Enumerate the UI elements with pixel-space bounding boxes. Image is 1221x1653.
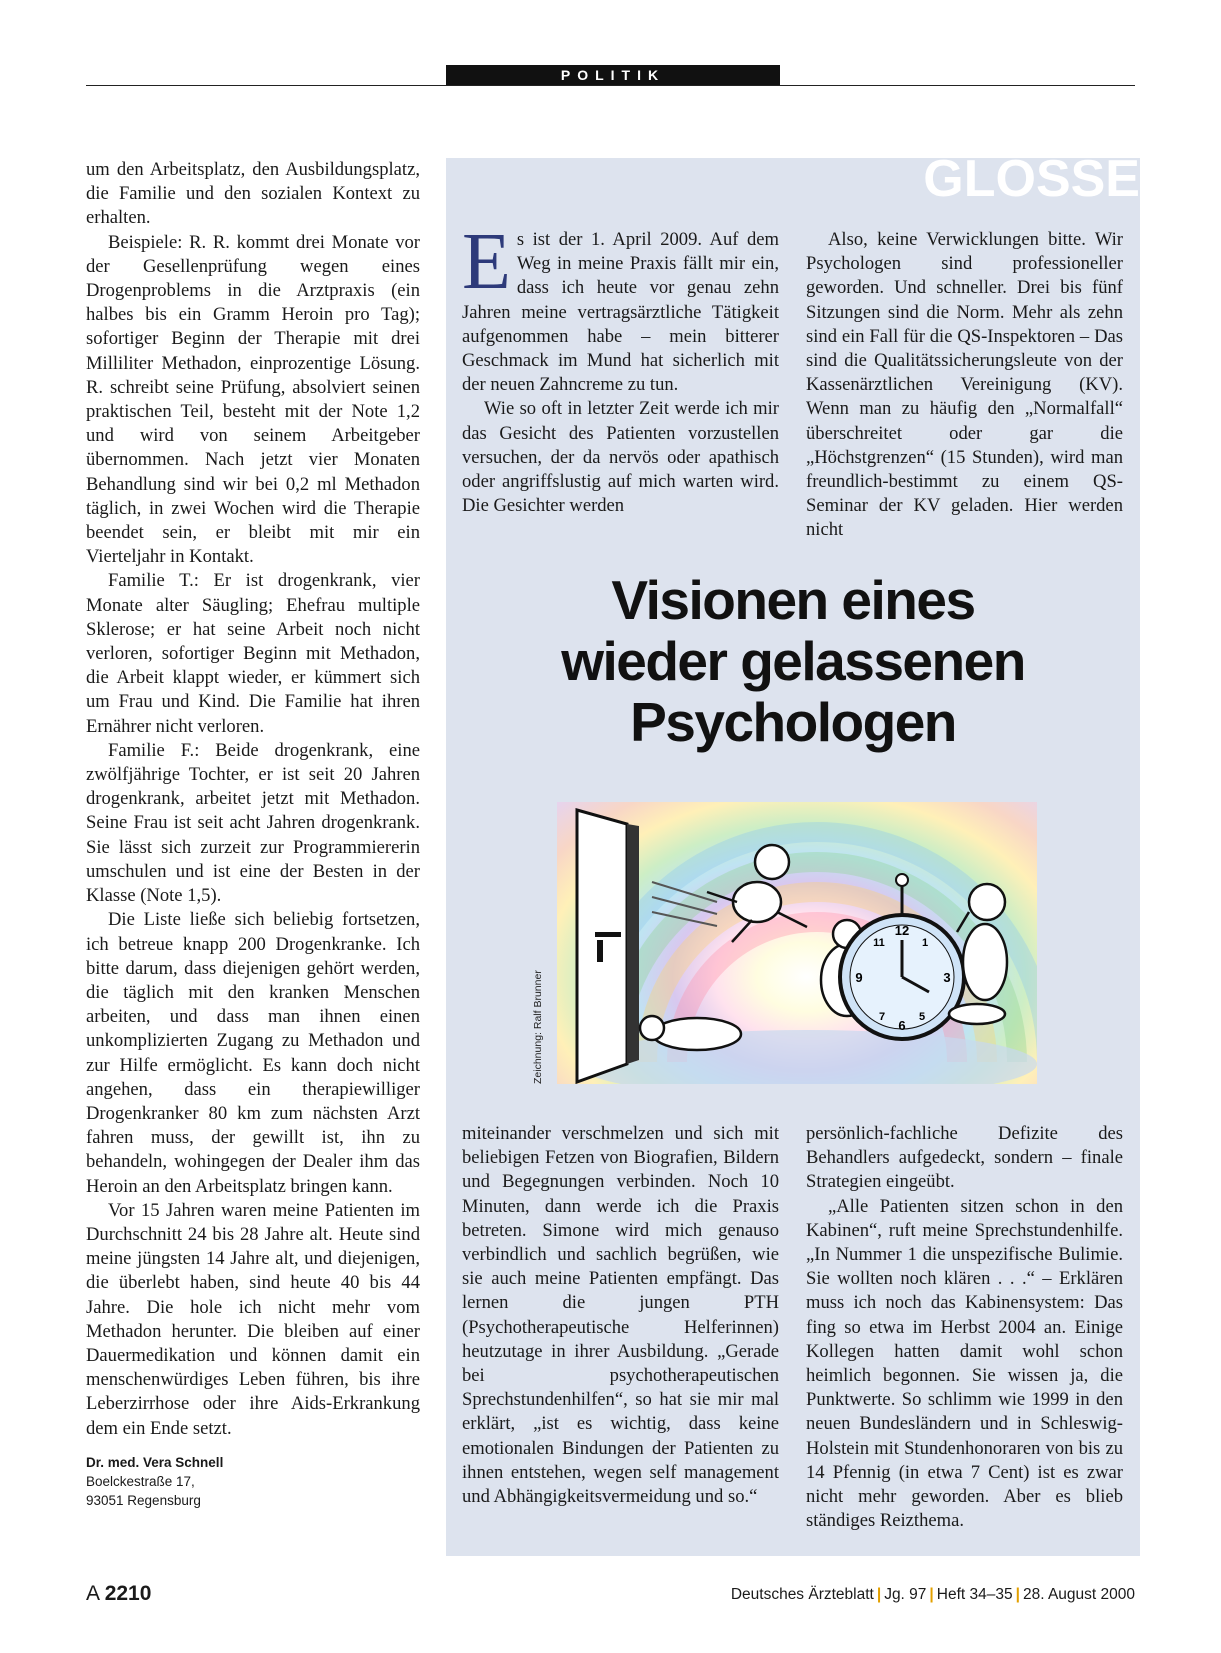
- glosse-label: GLOSSE: [923, 150, 1140, 200]
- page-number-block: [86, 1582, 151, 1606]
- separator: |: [1015, 1586, 1020, 1603]
- glosse-paragraph: miteinander verschmelzen und sich mit beliebigen Fetzen von Biografien, Bildern und Begegnungen verbinden. Noch 10 Minuten, dann werde ich die Praxis betreten. Simone wird mich genauso verbindlich und sachlich begrüßen, wie sie auch meine Patienten empfängt. Das lernen die jungen PTH (Psychotherapeutische Helferinnen) heutzutage in ihrer Ausbildung. „Gerade bei psychotherapeutischen Sprechstundenhilfen“, so hat sie mir mal erklärt, „ist es wichtig, dass keine emotionalen Bindungen der Patienten zu ihnen entstehen, wegen self management und Abhängigkeitsvermeidung und so.“: [462, 1123, 779, 1508]
- page-footer: [86, 1582, 1135, 1608]
- clock-number: 1: [921, 937, 929, 949]
- separator: |: [929, 1586, 934, 1603]
- illustration-credit: Zeichnung: Ralf Brunner: [532, 970, 544, 1084]
- page-number: 2210: [104, 1582, 152, 1605]
- cartoon-illustration: [557, 802, 1037, 1084]
- glosse-paragraph: persönlich-fachliche Defizite des Behandlers aufgedeckt, sondern – finale Strategien eingeübt.: [806, 1123, 1123, 1193]
- glosse-paragraph: „Alle Patienten sitzen schon in den Kabinen“, ruft meine Sprechstundenhilfe. „In Nummer 1 die unspezifische Bulimie. Sie wollten noch klären . . .“ – Erklären muss ich noch das Kabinensystem: Das fing so etwa im Herbst 2004 an. Einige Kollegen hatten damit wohl schon heimlich begonnen. Sie wissen ja, die Punktwerte. So schlimm wie 1999 in den neuen Bundesländern und in Schleswig-Holstein mit Stundenhonoraren von bis zu 14 Pfennig (in etwa 7 Cent) ist es zwar nicht mehr geworden. Aber es blieb ständiges Reizthema.: [806, 1195, 1123, 1532]
- glosse-paragraph: Also, keine Verwicklungen bitte. Wir Psychologen sind professioneller geworden. Und schneller. Drei bis fünf Sitzungen sind die Norm. Mehr als zehn sind ein Fall für die QS-Inspektoren – Das sind die Qualitätssicherungsleute von der Kassenärztlichen Vereinigung (KV). Wenn man zu häufig den „Normalfall“ überschreitet oder gar die „Höchstgrenzen“ (15 Stunden), wird man freundlich-bestimmt zu einem QS-Seminar der KV geladen. Hier werden nicht: [806, 229, 1123, 541]
- clock-number: 6: [898, 1018, 906, 1033]
- letter-column: [86, 158, 420, 1510]
- author-block: [86, 1453, 420, 1510]
- author-name: Dr. med. Vera Schnell: [86, 1454, 224, 1470]
- separator: |: [876, 1586, 882, 1603]
- clock-number: 5: [918, 1011, 926, 1023]
- cartoon-drawing: [557, 802, 1037, 1084]
- clock-number: 12: [894, 923, 910, 938]
- journal-date: 28. August 2000: [1022, 1586, 1135, 1603]
- glosse-paragraph: Wie so oft in letzter Zeit werde ich mir das Gesicht des Patienten vorzustellen versuchen, der da nervös oder apathisch oder angriffslustig auf mich warten wird. Die Gesichter werden: [462, 398, 779, 517]
- author-city: 93051 Regensburg: [86, 1492, 201, 1508]
- clock-number: 9: [855, 970, 863, 985]
- letter-paragraph: um den Arbeitsplatz, den Ausbildungsplatz, die Familie und den sozialen Kontext zu erhalten.: [86, 159, 420, 229]
- letter-paragraph: Die Liste ließe sich beliebig fortsetzen, ich betreue knapp 200 Drogenkranke. Ich bitte darum, dass diejenigen gehört werden, die täglich mit den kranken Menschen arbeiten, und dass man ihnen einen unkomplizierten Zugang zu Methadon und zur Hilfe ermöglicht. Es kann doch nicht angehen, dass ein therapiewilliger Drogenkranker 80 km zum nächsten Arzt fahren muss, der gewillt ist, ihn zu behandeln, wohingegen der Dealer ihm das Heroin an den Arbeitsplatz bringen kann.: [86, 909, 420, 1197]
- glosse-paragraph: Es ist der 1. April 2009. Auf dem Weg in meine Praxis fällt mir ein, dass ich heute vor genau zehn Jahren meine vertragsärztliche Tätigkeit aufgenommen habe – mein bitterer Geschmack im Mund hat sicherlich mit der neuen Zahncreme zu tun.: [462, 218, 779, 396]
- journal-citation: [731, 1586, 1135, 1604]
- section-label: POLITIK: [446, 65, 780, 86]
- header-rule: [86, 85, 1135, 86]
- headline-line-3: Psychologen: [630, 691, 956, 753]
- letter-paragraph: Familie F.: Beide drogenkrank, eine zwölfjährige Tochter, er ist seit 20 Jahren drogenkrank, arbeitet jetzt mit Methadon. Seine Frau ist seit acht Jahren drogenkrank. Sie lässt sich zurzeit zur Programmiererin umschulen und ist eine der Besten in der Klasse (Note 1,5).: [86, 739, 420, 907]
- clock-number: 11: [873, 937, 885, 949]
- author-street: Boelckestraße 17,: [86, 1473, 195, 1489]
- clock-number: 7: [878, 1011, 886, 1023]
- letter-paragraph: Vor 15 Jahren waren meine Patienten im Durchschnitt 24 bis 28 Jahre alt. Heute sind meine jüngsten 14 Jahre alt, und diejenigen, die überlebt haben, sind heute 40 bis 44 Jahre. Die hole ich nicht mehr vom Methadon herunter. Die bleiben auf einer Dauermedikation und können damit ein menschenwürdiges Leben führen, bis ihre Leberzirrhose oder ihre Aids-Erkrankung dem ein Ende setzt.: [86, 1199, 420, 1439]
- glosse-headline: [446, 570, 1140, 753]
- clock-number: 3: [943, 970, 951, 985]
- letter-body: [86, 158, 420, 1441]
- glosse-column-4: [806, 1122, 1123, 1533]
- drop-cap: E: [462, 218, 511, 306]
- journal-issue: Heft 34–35: [936, 1586, 1013, 1603]
- page-prefix: A: [86, 1582, 99, 1605]
- door: [577, 810, 639, 1082]
- letter-paragraph: Familie T.: Er ist drogenkrank, vier Monate alter Säugling; Ehefrau multiple Sklerose; er hat seine Arbeit noch nicht verloren, sofortiger Beginn mit Methadon, die Arbeit klappt wieder, er kümmert sich um Frau und Kind. Die Familie hat ihren Ernährer nicht verloren.: [86, 570, 420, 737]
- glosse-column-2: [806, 228, 1123, 543]
- journal-name: Deutsches Ärzteblatt: [730, 1586, 874, 1603]
- headline-line-2: wieder gelassenen: [561, 630, 1025, 692]
- glosse-column-3: [462, 1122, 779, 1509]
- headline-line-1: Visionen eines: [611, 569, 975, 631]
- glosse-column-1: [462, 218, 779, 518]
- journal-volume: Jg. 97: [884, 1586, 927, 1603]
- letter-paragraph: Beispiele: R. R. kommt drei Monate vor der Gesellenprüfung wegen eines Drogenproblems in die Arztpraxis (ein halbes bis ein Gramm Heroin pro Tag); sofortiger Beginn der Therapie mit drei Milliliter Methadon, einprozentige Lösung. R. schreibt seine Prüfung, absolviert seinen praktischen Teil, besteht mit der Note 1,2 und wird von seinem Arbeitgeber übernommen. Nach jetzt vier Monaten Behandlung sind wir bei 0,2 ml Methadon täglich, in zwei Wochen wird die Therapie beendet sein, er bleibt mit mir ein Vierteljahr in Kontakt.: [86, 231, 420, 568]
